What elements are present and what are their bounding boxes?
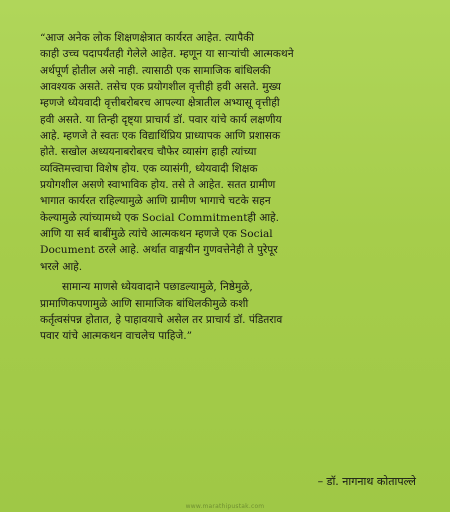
text-line: “आज अनेक लोक शिक्षणक्षेत्रात कार्यरत आहेत. त्यापैकी xyxy=(40,32,255,44)
text-line: म्हणजे ध्येयवादी वृत्तीबरोबरच आपल्या क्षेत्रातील अभ्यासू वृत्तीही xyxy=(40,97,280,110)
text-line: सामान्य माणसे ध्येयवादाने पछाडल्यामुळे, निष्ठेमुळे, xyxy=(62,281,253,294)
text-line: आणि या सर्व बाबींमुळे त्यांचे आत्मकथन म्हणजे एक Social xyxy=(40,228,273,241)
text-line: प्रामाणिकपणामुळे आणि सामाजिक बांधिलकीमुळे कशी xyxy=(40,297,249,310)
blurb-text xyxy=(40,30,418,345)
text-line: हवी असते. या तिन्ही दृष्ट्या प्राचार्य डॉ. पवार यांचे कार्य लक्षणीय xyxy=(40,113,282,126)
author-signature: – डॉ. नागनाथ कोतापल्ले xyxy=(317,475,416,488)
text-line: कर्तृत्वसंपन्न होतात, हे पाहावयाचे असेल तर प्राचार्य डॉ. पंडितराव xyxy=(40,313,283,326)
text-line: व्यक्तिमत्त्वाचा विशेष होय. एक व्यासंगी, ध्येयवादी शिक्षक xyxy=(40,162,258,175)
text-line: अर्थपूर्ण होतील असे नाही. त्यासाठी एक सामाजिक बांधिलकी xyxy=(40,64,271,77)
text-line: पवार यांचे आत्मकथन वाचलेच पाहिजे.” xyxy=(40,330,193,343)
text-line: प्रयोगशील असणे स्वाभाविक होय. तसे ते आहेत. सतत ग्रामीण xyxy=(40,179,276,192)
blurb-paragraph-1 xyxy=(40,30,418,275)
text-line: भागात कार्यरत राहिल्यामुळे आणि ग्रामीण भागाचे चटके सहन xyxy=(40,195,271,208)
text-line: होते. सखोल अध्ययनाबरोबरच चौफेर व्यासंग हाही त्यांच्या xyxy=(40,146,257,159)
watermark: www.marathipustak.com xyxy=(185,503,265,510)
text-line: Document ठरले आहे. अर्थात वाङ्मयीन गुणवत्तेनेही ते पुरेपूर xyxy=(40,244,278,257)
text-line: काही उच्च पदापर्यंतही गेलेले आहेत. म्हणून या साऱ्यांची आत्मकथने xyxy=(40,48,294,61)
text-line: केल्यामुळे त्यांच्यामध्ये एक Social Commitmentही आहे. xyxy=(40,211,280,224)
text-line: आवश्यक असते. तसेच एक प्रयोगशील वृत्तीही हवी असते. मुख्य xyxy=(40,81,281,94)
blurb-paragraph-2 xyxy=(40,279,418,344)
text-line: भरले आहे. xyxy=(40,260,83,273)
text-line: आहे. म्हणजे ते स्वतः एक विद्यार्थिप्रिय प्राध्यापक आणि प्रशासक xyxy=(40,130,281,143)
